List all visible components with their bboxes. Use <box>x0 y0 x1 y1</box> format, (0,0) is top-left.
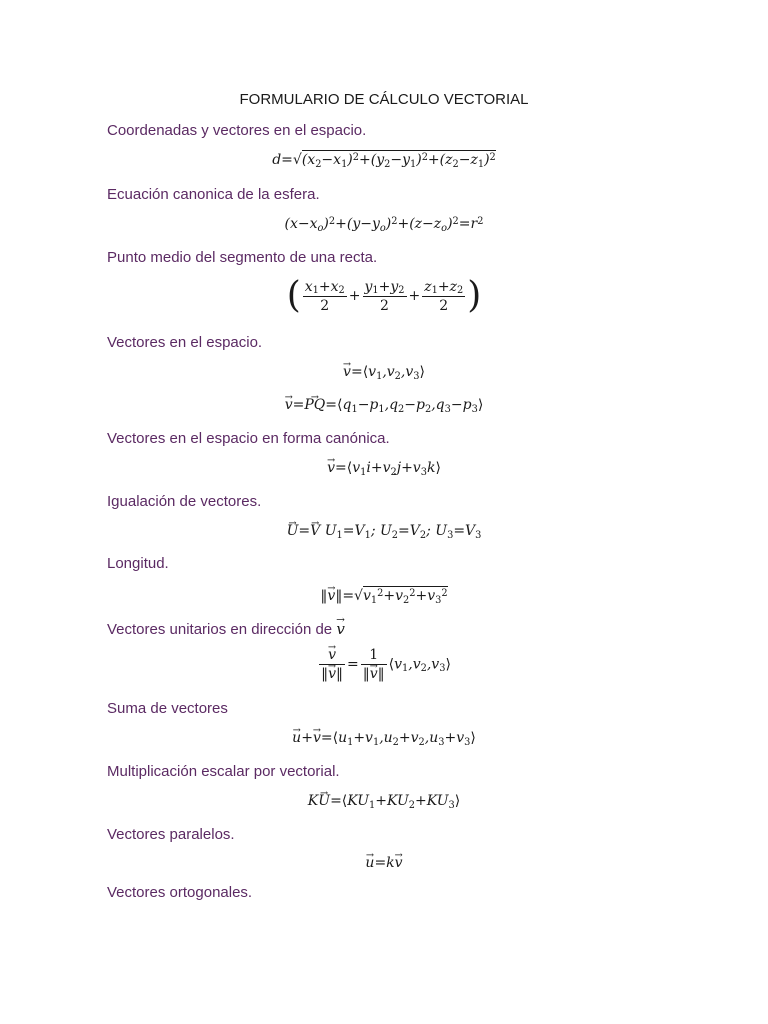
section-heading: Ecuación canonica de la esfera. <box>107 186 320 203</box>
section-heading: Coordenadas y vectores en el espacio. <box>107 122 367 139</box>
section-heading: Vectores en el espacio. <box>107 334 263 351</box>
formula-vector-pq: → $v=\to PQ=⟨q_1-p_1,q_2-p_2,q_3-p_3⟩$ <box>0 398 768 412</box>
formula-length: ‖→ $v‖=√v_1^2+v_2^2+v_3^2$ <box>0 589 768 603</box>
formula-scalar: $K\to U=⟨KU_1+KU_2+KU_3⟩$ <box>0 794 768 808</box>
v-vector-symbol: → v <box>336 620 344 638</box>
section-heading: Vectores en el espacio en forma canónica. <box>107 430 390 447</box>
formula-unit-vector: → $\frac{v}{‖\to v‖}$ = $\frac{1}{‖\to v‖}$ $⟨v_1,v_2,v_3⟩$ <box>0 648 768 681</box>
section-heading: Multiplicación escalar por vectorial. <box>107 763 340 780</box>
formula-parallel: → u=k→ v <box>0 856 768 870</box>
section-heading: Vectores paralelos. <box>107 826 235 843</box>
formula-canonical: → $v=⟨v_1i+v_2j+v_3k⟩$ <box>0 461 768 475</box>
section-heading <box>107 620 345 638</box>
section-heading: Punto medio del segmento de una recta. <box>107 249 378 266</box>
section-heading: Igualación de vectores. <box>107 493 262 510</box>
formula-sphere: $(x-x_o)^2+(y-y_o)^2+(z-z_o)^2=r^2$ <box>284 215 484 234</box>
formula-vector-components: → $v=⟨v_1,v_2,v_3⟩$ <box>0 365 768 379</box>
formula-midpoint: ( $\frac{x_1+x_2}{2}$ + $\frac{y_1+y_2}{2}$ + $\frac{z_1+z_2}{2}$ ) <box>286 275 482 316</box>
formula-equality: → U=→ V $U_1=V_1$; $U_2=V_2$; $U_3=V_3$ <box>0 524 768 538</box>
page-title: FORMULARIO DE CÁLCULO VECTORIAL <box>239 91 529 108</box>
formula-distance: $d=√(x_2-x_1)^2+(y_2-y_1)^2+(z_2-z_1)^2$ <box>272 151 496 170</box>
formula-sum: → $u+\to v=⟨u_1+v_1,u_2+v_2,u_3+v_3⟩$ <box>0 731 768 745</box>
section-heading: Suma de vectores <box>107 700 228 717</box>
section-heading: Longitud. <box>107 555 169 572</box>
section-heading: Vectores ortogonales. <box>107 884 253 901</box>
section-heading-text: Vectores unitarios en dirección de <box>107 621 333 638</box>
